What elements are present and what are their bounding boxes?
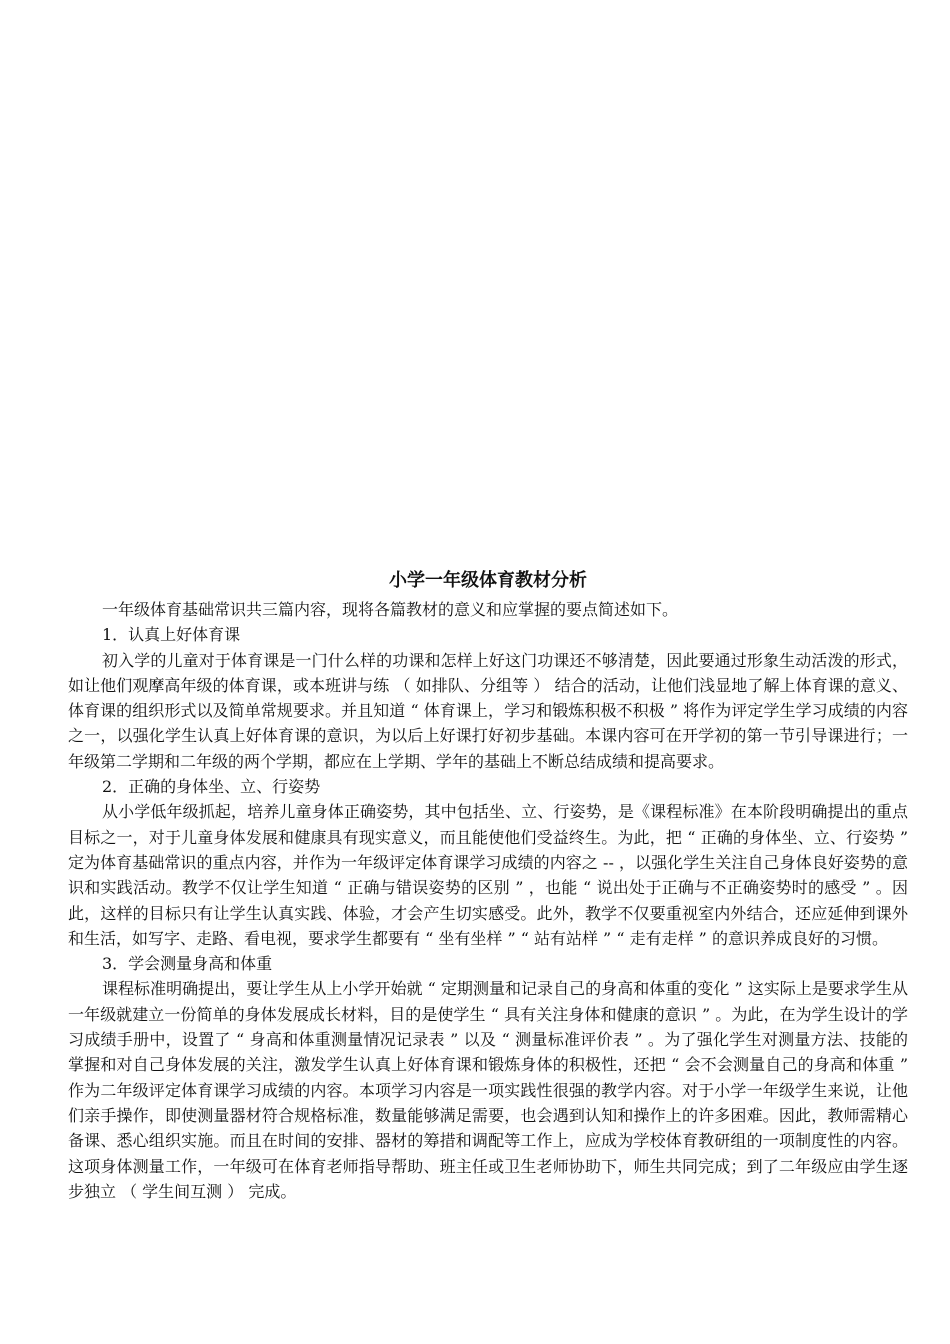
document-title: 小学一年级体育教材分析 [389,570,587,591]
document-page [68,569,908,1204]
section-body-3: 课程标准明确提出，要让学生从上小学开始就 “ 定期测量和记录自己的身高和体重的变化 ” 这实际上是要求学生从一年级就建立一份简单的身体发展成长材料，目的是使学生 “ 具有关注身体和健康的意识 ” 。为此，在为学生设计的学习成绩手册中，设置了 “ 身高和体重测量情况记录表 ” 以及 “ 测量标准评价表 ” 。为了强化学生对测量方法、技能的掌握和对自己身体发展的关注，激发学生认真上好体育课和锻炼身体的积极性，还把 “ 会不会测量自己的身高和体重 ” 作为二年级评定体育课学习成绩的内容。本项学习内容是一项实践性很强的教学内容。对于小学一年级学生来说，让他们亲手操作，即使测量器材符合规格标准，数量能够满足需要，也会遇到认知和操作上的许多困难。因此，教师需精心备课、悉心组织实施。而且在时间的安排、器材的筹措和调配等工作上，应成为学校体育教研组的一项制度性的内容。这项身体测量工作，一年级可在体育老师指导帮助、班主任或卫生老师协助下，师生共同完成；到了二年级应由学生逐步独立 （ 学生间互测 ） 完成。 [68,979,908,1201]
intro-paragraph: 一年级体育基础常识共三篇内容，现将各篇教材的意义和应掌握的要点简述如下。 [102,600,679,619]
section-body-1: 初入学的儿童对于体育课是一门什么样的功课和怎样上好这门功课还不够清楚，因此要通过形象生动活泼的形式，如让他们观摩高年级的体育课，或本班讲与练 （ 如排队、分组等 ） 结合的活动，让他们浅显地了解上体育课的意义、体育课的组织形式以及简单常规要求。并且知道 “ 体育课上，学习和锻炼积极不积极 ” 将作为评定学生学习成绩的内容之一，以强化学生认真上好体育课的意识，为以后上好课打好初步基础。本课内容可在开学初的第一节引导课进行；一年级第二学期和二年级的两个学期，都应在上学期、学年的基础上不断总结成绩和提高要求。 [68,650,908,771]
section-body-2: 从小学低年级抓起，培养儿童身体正确姿势，其中包括坐、立、行姿势，是《课程标准》在本阶段明确提出的重点目标之一，对于儿童身体发展和健康具有现实意义，而且能使他们受益终生。为此，把 “ 正确的身体坐、立、行姿势 ” 定为体育基础常识的重点内容，并作为一年级评定体育课学习成绩的内容之 -- ，以强化学生关注自己身体良好姿势的意识和实践活动。教学不仅让学生知道 “ 正确与错误姿势的区别 ” ，也能 “ 说出处于正确与不正确姿势时的感受 ” 。因此，这样的目标只有让学生认真实践、体验，才会产生切实感受。此外，教学不仅要重视室内外结合，还应延伸到课外和生活，如写字、走路、看电视，要求学生都要有 “ 坐有坐样 ” “ 站有站样 ” “ 走有走样 ” 的意识养成良好的习惯。 [68,802,908,948]
section-heading-1: 1．认真上好体育课 [102,625,241,645]
section-heading-2: 2．正确的身体坐、立、行姿势 [102,777,321,797]
section-heading-3: 3．学会测量身高和体重 [102,954,273,974]
